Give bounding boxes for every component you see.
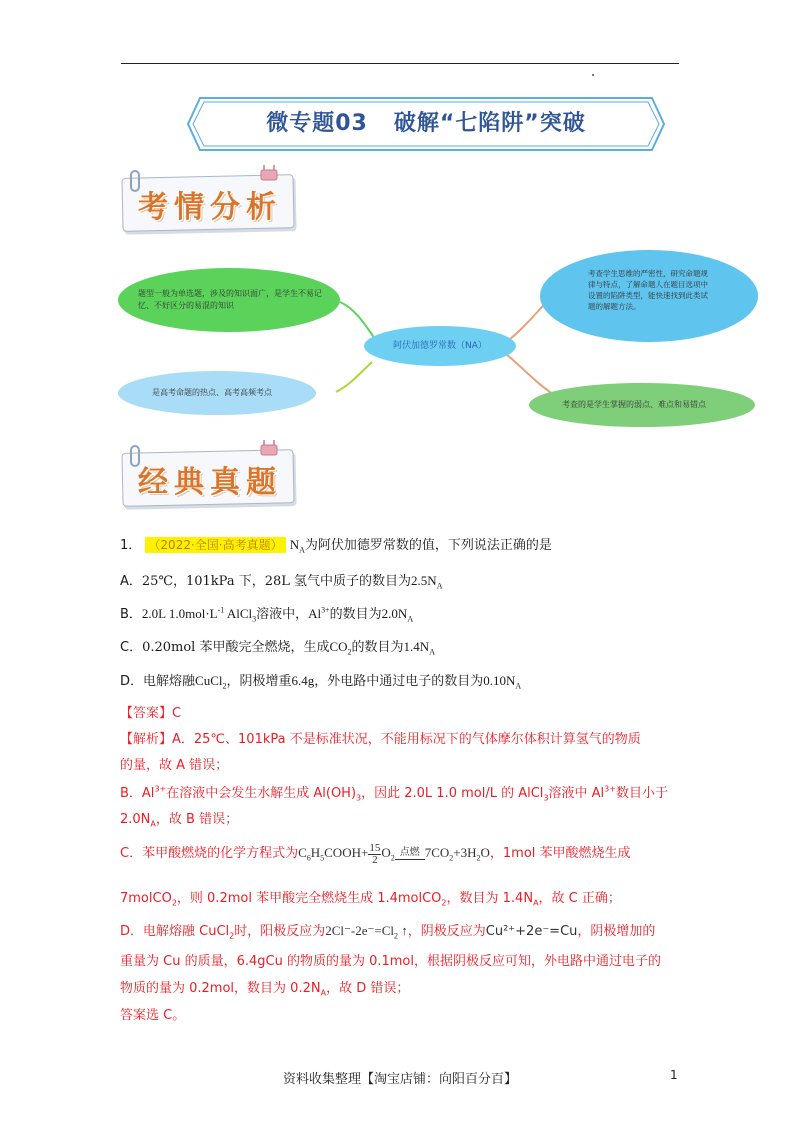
option-label: D． — [120, 674, 144, 689]
value-sub: A — [515, 681, 522, 691]
combustion-equation — [298, 841, 490, 866]
t: ，故 C 正确； — [538, 891, 621, 906]
part: 0.20mol 苯甲酸完全燃烧，生成 — [142, 640, 330, 655]
t: 7CO — [424, 845, 450, 860]
t: 2Cl⁻-2e⁻=Cl — [325, 923, 394, 938]
page-number: 1 — [670, 1068, 678, 1082]
sub: 2 — [171, 898, 177, 908]
mindmap-node-bottom-right — [562, 399, 732, 411]
t: ，数目为 1.4N — [446, 891, 534, 906]
sub: 2 — [347, 647, 352, 657]
symbol-n: N — [289, 537, 300, 552]
option-b — [120, 603, 413, 624]
t: 数目小于 — [615, 786, 668, 801]
final-answer: 答案选 C。 — [120, 1008, 186, 1023]
formula — [195, 673, 227, 691]
sub: 3 — [252, 614, 257, 624]
t: O — [480, 845, 490, 860]
mindmap-node-top-left — [138, 288, 328, 312]
option-label: C． — [120, 640, 143, 655]
mindmap-node-top-right — [588, 268, 714, 312]
value: 1.4N — [403, 639, 430, 654]
sub: A — [150, 819, 156, 829]
gas-arrow-icon: ↑ — [401, 923, 408, 938]
cathode-equation: Cu²⁺+2e⁻=Cu — [485, 924, 578, 939]
part: 的数目为 — [329, 607, 382, 622]
t: 时，阳极反应为 — [234, 924, 326, 939]
option-value — [381, 606, 414, 624]
t: 物质的量为 0.2mol，数目为 0.2N — [120, 981, 321, 996]
part: ，阴极增重 — [226, 674, 292, 689]
value: 0.10N — [483, 673, 516, 688]
sub: A — [533, 898, 539, 908]
question-stem — [120, 534, 552, 555]
t: +3H — [453, 845, 477, 860]
analysis-d-line3 — [120, 977, 409, 998]
section-label-classic — [122, 445, 302, 507]
part: 2.0L 1.0mol·L — [141, 606, 218, 621]
analysis-b-line1 — [120, 782, 668, 803]
node-text: 题型一般为单选题，涉及的知识面广，是学生不易记忆、不好区分的易混的知识 — [138, 289, 322, 310]
value-sub: A — [407, 614, 414, 624]
avogadro-symbol — [289, 537, 305, 555]
sup: -1 — [217, 605, 225, 615]
analysis-d-line2: 重量为 Cu 的质量，6.4gCu 的物质的量为 0.1mol，根据阴极反应可知，外电路中通过电子的 — [120, 954, 661, 969]
question-number: 1． — [120, 538, 142, 553]
option-text: 25℃，101kPa 下，28L 氢气中质子的数目为 — [141, 574, 412, 589]
denominator: 2 — [372, 853, 378, 866]
t: C — [298, 845, 307, 860]
sub: 3 — [356, 793, 362, 803]
part: CuCl — [195, 673, 223, 688]
symbol-sub: A — [299, 545, 305, 555]
analysis-c-line2 — [120, 887, 621, 908]
option-value — [411, 573, 443, 591]
option-label: A． — [120, 574, 142, 589]
value: 2.5N — [411, 573, 437, 588]
formula — [329, 639, 352, 657]
sub: 2 — [394, 931, 398, 941]
node-text: 考查学生思维的严密性，研究命题规律与特点，了解命题人在题目选项中设置的陷阱类型，能快速找到此类试题的解题方法。 — [588, 269, 708, 311]
option-text — [141, 605, 257, 624]
sub: A — [320, 988, 327, 998]
sub: 2 — [441, 898, 447, 908]
part: 电解熔融 — [143, 674, 196, 689]
node-text: 是高考命题的热点、高考高频考点 — [152, 388, 272, 397]
header-dot — [592, 74, 594, 76]
section-label-analysis — [122, 170, 302, 232]
analysis-a-line1: 【解析】A．25℃、101kPa 不是标准状况，不能用标况下的气体摩尔体积计算氢气的物质 — [120, 732, 641, 747]
part: ，外电路中通过电子的数目为 — [314, 674, 484, 689]
anode-equation — [325, 923, 408, 941]
title-banner — [186, 96, 666, 152]
mindmap-node-bottom-left — [152, 387, 302, 399]
t: H — [310, 845, 321, 860]
mindmap-node-center — [380, 340, 500, 352]
option-value — [403, 639, 435, 657]
t: ，故 B 错误； — [155, 812, 239, 827]
t: ，阴极反应为 — [407, 924, 486, 939]
sub: 2 — [229, 931, 235, 941]
ion — [308, 606, 330, 621]
mindmap — [118, 250, 758, 430]
t: ，故 D 错误； — [326, 981, 410, 996]
node-text: 考查的是学生掌握的弱点、难点和易错点 — [562, 400, 706, 409]
sub: 2 — [222, 681, 227, 691]
binder-clip-icon — [258, 439, 280, 457]
option-c — [120, 636, 435, 657]
t: O — [381, 845, 391, 860]
part: Al — [308, 606, 322, 621]
answer-label: 【答案】C — [120, 706, 182, 721]
section-title: 经典真题 — [138, 465, 282, 500]
t: ，则 0.2mol 苯甲酸完全燃烧生成 1.4molCO — [176, 891, 442, 906]
t: ，因此 2.0L 1.0 mol/L 的 AlCl — [361, 786, 544, 801]
sub: 6 — [306, 853, 311, 863]
page-title: 微专题03 破解“七陷阱”突破 — [266, 111, 586, 136]
sub: 5 — [320, 853, 325, 863]
part: AlCl — [224, 606, 253, 621]
sup: 3+ — [321, 605, 330, 615]
t: ，阴极增加的 — [577, 924, 656, 939]
part: 溶液中， — [256, 607, 309, 622]
t: C．苯甲酸燃烧的化学方程式为 — [120, 846, 299, 861]
condition-text: 点燃 — [399, 847, 420, 859]
fraction — [368, 843, 381, 866]
sub: 2 — [390, 853, 395, 863]
t: 溶液中 Al — [548, 786, 605, 801]
condition-bar — [395, 859, 425, 860]
node-text: 阿伏加德罗常数（NA） — [393, 341, 487, 351]
binder-clip-icon — [258, 164, 280, 182]
source-tag: （2022·全国·高考真题） — [145, 537, 285, 553]
part: CO — [329, 639, 348, 654]
part: 的数目为 — [351, 640, 404, 655]
option-a — [120, 570, 442, 591]
reaction-condition — [395, 848, 425, 860]
numerator: 15 — [369, 841, 381, 854]
t: B．Al — [120, 786, 155, 801]
sub: 2 — [449, 853, 454, 863]
option-d — [120, 670, 521, 691]
header-rule — [121, 63, 679, 64]
t: ，1mol 苯甲酸燃烧生成 — [489, 846, 631, 861]
value: 2.0N — [381, 606, 408, 621]
analysis-b-line2 — [120, 808, 238, 829]
t: D．电解熔融 CuCl — [120, 924, 230, 939]
t: 7molCO — [120, 891, 172, 906]
sub: 3 — [543, 793, 549, 803]
analysis-d-line1 — [120, 920, 655, 941]
t: COOH+ — [324, 845, 369, 860]
sup: 3+ — [604, 784, 616, 794]
mass: 6.4g — [291, 673, 315, 688]
footer-text: 资料收集整理【淘宝店铺：向阳百分百】 — [282, 1072, 517, 1087]
value-sub: A — [436, 581, 443, 591]
sup: 3+ — [154, 784, 167, 794]
analysis-a-line2: 的量，故 A 错误； — [120, 758, 229, 773]
value-sub: A — [429, 647, 435, 657]
t: 2.0N — [120, 812, 151, 827]
section-title: 考情分析 — [138, 190, 282, 225]
option-label: B． — [120, 607, 142, 622]
sub: 2 — [476, 853, 481, 863]
t: 在溶液中会发生水解生成 Al(OH) — [166, 786, 357, 801]
analysis-c-line1 — [120, 842, 631, 866]
stem-text: 为阿伏加德罗常数的值，下列说法正确的是 — [304, 538, 552, 553]
option-value — [483, 673, 522, 691]
